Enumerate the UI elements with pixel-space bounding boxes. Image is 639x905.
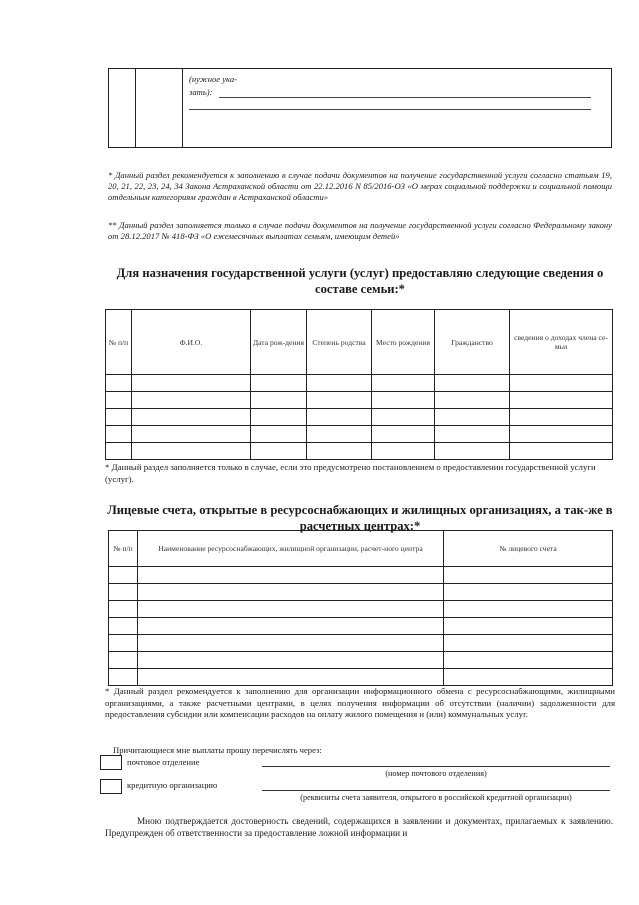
family-col-birthplace: Место рождения bbox=[375, 337, 430, 347]
post-office-label: почтовое отделение bbox=[127, 757, 200, 767]
post-office-number-field[interactable] bbox=[262, 766, 610, 767]
bank-details-field[interactable] bbox=[262, 790, 610, 791]
confirmation-text: Мною подтверждается достоверность сведений, содержащихся в заявлении и документах, прилагаемых к заявлению. Предупрежден об ответственности за предоставление ложной информации и bbox=[105, 816, 613, 838]
family-col-birthdate: Дата рож-дения bbox=[252, 337, 305, 347]
specify-label-1: (нужное ука- bbox=[189, 74, 238, 84]
top-table-cell-number bbox=[109, 69, 136, 148]
top-table bbox=[108, 68, 612, 148]
table-row bbox=[106, 409, 613, 426]
specify-line-2[interactable] bbox=[189, 109, 591, 110]
table-row bbox=[109, 567, 613, 584]
table-row bbox=[109, 635, 613, 652]
accounts-table bbox=[108, 530, 613, 686]
accounts-section-heading: Лицевые счета, открытые в ресурсоснабжающих и жилищных организациях, а так-же в расчетных центрах:* bbox=[107, 503, 613, 533]
footnote-2: ** Данный раздел заполняется только в случае подачи документов на получение государственной услуги согласно Федеральному закону от 28.12.2017 № 418-ФЗ «О ежемесячных выплатах семьям, имеющим детей» bbox=[108, 220, 612, 241]
specify-label-2: зать): bbox=[189, 87, 213, 97]
footnote-1: * Данный раздел рекомендуется к заполнению в случае подачи документов на получение государственной услуги согласно статьям 19, 20, 21, 22, 23, 24, 34 Закона Астраханской области от 22.12.2016 N 85/2016-ОЗ «О мерах социальной поддержки и социальной помощи отдельным категориям граждан в Астраханской области» bbox=[108, 170, 612, 202]
table-row bbox=[106, 443, 613, 460]
family-col-income: сведения о доходах члена се-мьи bbox=[514, 333, 608, 351]
family-section-heading: Для назначения государственной услуги (услуг) предоставляю следующие сведения о составе семьи:* bbox=[116, 266, 604, 296]
table-row bbox=[106, 392, 613, 409]
accounts-col-number: № п/п bbox=[113, 544, 133, 553]
accounts-section-note: * Данный раздел рекомендуется к заполнению для организации информационного обмена с ресурсоснабжающими, жилищными организациями, а также расчетными центрами, в целях получения информации об отсутствии (наличии) задолженности для предоставления субсидии или компенсации расходов на оплату жилого помещения и (или) коммунальных услуг. bbox=[105, 686, 615, 719]
top-table-cell-2 bbox=[136, 69, 183, 148]
family-col-name: Ф.И.О. bbox=[179, 337, 203, 347]
table-row bbox=[106, 375, 613, 392]
post-office-checkbox[interactable] bbox=[100, 755, 122, 770]
bank-label: кредитную организацию bbox=[127, 780, 218, 790]
accounts-col-account-no: № лицевого счета bbox=[499, 544, 557, 553]
table-row bbox=[109, 618, 613, 635]
family-col-number: № п/п bbox=[108, 337, 129, 347]
family-table bbox=[105, 309, 613, 460]
table-row bbox=[109, 601, 613, 618]
family-section-note: * Данный раздел заполняется только в случае, если это предусмотрено постановлением о предоставлении государственной услуги (услуг). bbox=[105, 462, 596, 484]
bank-checkbox[interactable] bbox=[100, 779, 122, 794]
family-col-relation: Степень родства bbox=[312, 337, 366, 347]
post-office-caption: (номер почтового отделения) bbox=[385, 769, 487, 778]
table-row bbox=[109, 669, 613, 686]
specify-line-1[interactable] bbox=[219, 97, 591, 98]
accounts-col-org-name: Наименование ресурсоснабжающих, жилищной организации, расчет-ного центра bbox=[158, 544, 423, 553]
family-col-citizenship: Гражданство bbox=[451, 337, 493, 347]
top-table-cell-content bbox=[183, 69, 612, 148]
table-row bbox=[106, 426, 613, 443]
payment-intro: Причитающиеся мне выплаты прошу перечислять через: bbox=[113, 745, 322, 755]
bank-caption: (реквизиты счета заявителя, открытого в российской кредитной организации) bbox=[300, 793, 572, 802]
table-row bbox=[109, 584, 613, 601]
table-row bbox=[109, 652, 613, 669]
